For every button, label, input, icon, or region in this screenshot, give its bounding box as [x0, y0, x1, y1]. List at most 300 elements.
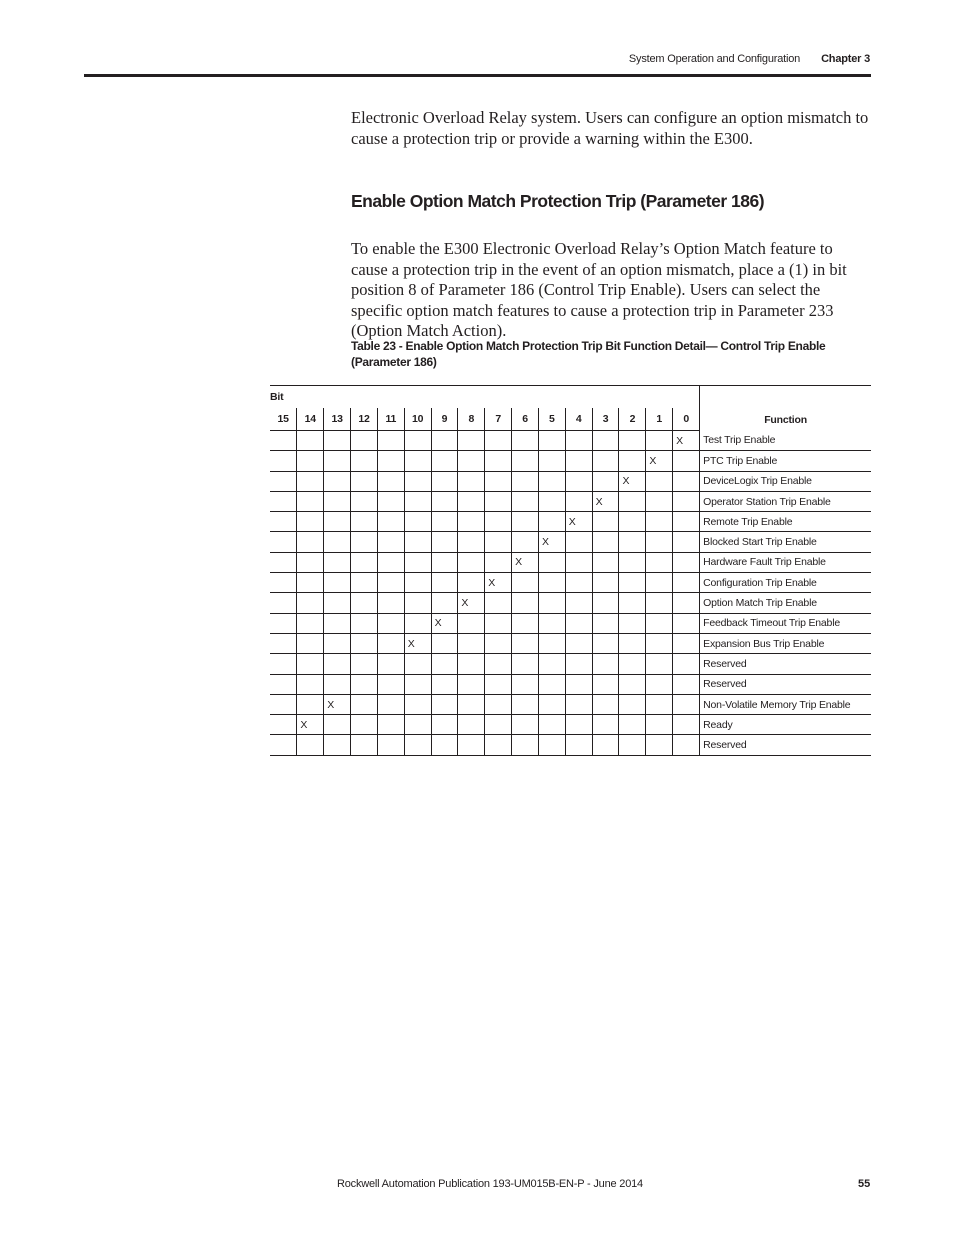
bit-cell — [619, 573, 646, 593]
table-row — [270, 633, 871, 653]
bit-cell — [619, 613, 646, 633]
bit-cell — [485, 633, 512, 653]
function-cell: Non-Volatile Memory Trip Enable — [700, 694, 871, 714]
bit-cell — [270, 613, 297, 633]
function-cell: Reserved — [700, 674, 871, 694]
bit-cell — [324, 491, 351, 511]
bit-cell — [538, 552, 565, 572]
bit-cell — [270, 633, 297, 653]
bit-cell — [538, 613, 565, 633]
bit-cell — [512, 431, 539, 451]
table-row — [270, 573, 871, 593]
function-cell: Ready — [700, 715, 871, 735]
bit-cell — [351, 715, 378, 735]
function-cell: Remote Trip Enable — [700, 512, 871, 532]
bit-cell — [270, 674, 297, 694]
bit-cell — [297, 735, 324, 755]
bit-cell — [270, 654, 297, 674]
bit-cell — [538, 431, 565, 451]
bit-cell — [565, 674, 592, 694]
bit-cell — [297, 633, 324, 653]
bit-cell — [324, 552, 351, 572]
bit-cell — [646, 471, 673, 491]
bit-cell — [431, 552, 458, 572]
bit-cell — [377, 633, 404, 653]
function-cell: PTC Trip Enable — [700, 451, 871, 471]
bit-cell — [270, 694, 297, 714]
bit-cell — [565, 431, 592, 451]
bit-cell — [458, 674, 485, 694]
bit-cell — [404, 532, 431, 552]
bit-cell — [351, 654, 378, 674]
bit-cell — [673, 654, 700, 674]
bit-cell — [485, 471, 512, 491]
bit-cell — [673, 552, 700, 572]
bit-cell — [270, 532, 297, 552]
bit-mark: X — [458, 593, 485, 613]
bit-cell — [377, 654, 404, 674]
bit-cell — [485, 532, 512, 552]
bit-cell — [351, 613, 378, 633]
bit-cell — [512, 613, 539, 633]
bit-cell — [565, 573, 592, 593]
function-cell: Reserved — [700, 654, 871, 674]
bit-cell — [324, 532, 351, 552]
bit-cell — [592, 431, 619, 451]
bit-cell — [377, 451, 404, 471]
bit-number-cell: 9 — [431, 408, 458, 431]
bit-cell — [297, 654, 324, 674]
bit-cell — [377, 715, 404, 735]
bit-cell — [485, 491, 512, 511]
bit-cell — [673, 633, 700, 653]
bit-cell — [404, 431, 431, 451]
bit-cell — [324, 654, 351, 674]
bit-cell — [485, 735, 512, 755]
bit-cell — [377, 593, 404, 613]
bit-cell — [485, 512, 512, 532]
function-cell: DeviceLogix Trip Enable — [700, 471, 871, 491]
bit-cell — [458, 512, 485, 532]
bit-cell — [431, 593, 458, 613]
bit-cell — [565, 633, 592, 653]
bit-cell — [324, 715, 351, 735]
bit-cell — [565, 694, 592, 714]
bit-cell — [431, 471, 458, 491]
function-cell: Feedback Timeout Trip Enable — [700, 613, 871, 633]
bit-cell — [377, 735, 404, 755]
bit-cell — [404, 715, 431, 735]
bit-cell — [431, 532, 458, 552]
bit-cell — [404, 552, 431, 572]
bit-cell — [646, 715, 673, 735]
bit-cell — [377, 552, 404, 572]
bit-cell — [458, 532, 485, 552]
bit-cell — [297, 471, 324, 491]
bit-cell — [270, 715, 297, 735]
bit-cell — [512, 573, 539, 593]
bit-cell — [673, 573, 700, 593]
bit-number-cell: 3 — [592, 408, 619, 431]
bit-cell — [512, 532, 539, 552]
bit-cell — [485, 613, 512, 633]
bit-cell — [485, 694, 512, 714]
bit-cell — [431, 715, 458, 735]
bit-cell — [646, 431, 673, 451]
bit-cell — [646, 613, 673, 633]
bit-cell — [565, 532, 592, 552]
bit-cell — [297, 431, 324, 451]
bit-cell — [512, 694, 539, 714]
bit-cell — [646, 491, 673, 511]
bit-cell — [270, 573, 297, 593]
bit-cell — [270, 512, 297, 532]
table-row — [270, 451, 871, 471]
bit-cell — [458, 552, 485, 572]
bit-number-cell: 4 — [565, 408, 592, 431]
bit-number-cell: 13 — [324, 408, 351, 431]
bit-cell — [646, 593, 673, 613]
bit-cell — [565, 491, 592, 511]
bit-cell — [646, 512, 673, 532]
table-row — [270, 552, 871, 572]
bit-cell — [324, 573, 351, 593]
bit-cell — [324, 674, 351, 694]
body-paragraph: To enable the E300 Electronic Overload Relay’s Option Match feature to cause a protection trip in the event of an option mismatch, place a (1) in bit position 8 of Parameter 186 (Control Trip Enable). Users can select the specific option match features to cause a protection trip in Parameter 233 (Option Match Action). — [351, 239, 847, 340]
bit-cell — [592, 593, 619, 613]
bit-mark: X — [512, 552, 539, 572]
bit-cell — [351, 573, 378, 593]
bit-cell — [324, 451, 351, 471]
bit-cell — [512, 593, 539, 613]
bit-number-cell: 8 — [458, 408, 485, 431]
bit-cell — [485, 593, 512, 613]
table-row — [270, 654, 871, 674]
bit-cell — [619, 735, 646, 755]
function-cell: Configuration Trip Enable — [700, 573, 871, 593]
bit-cell — [351, 694, 378, 714]
bit-cell — [646, 674, 673, 694]
bit-cell — [377, 694, 404, 714]
function-header: Function — [700, 386, 871, 431]
bit-number-cell: 2 — [619, 408, 646, 431]
bit-cell — [297, 613, 324, 633]
function-cell: Test Trip Enable — [700, 431, 871, 451]
bit-cell — [538, 715, 565, 735]
bit-cell — [673, 532, 700, 552]
bit-cell — [431, 674, 458, 694]
bit-number-cell: 11 — [377, 408, 404, 431]
bit-mark: X — [431, 613, 458, 633]
bit-cell — [619, 674, 646, 694]
bit-cell — [485, 451, 512, 471]
header-section: System Operation and Configuration — [628, 53, 801, 65]
bit-cell — [592, 451, 619, 471]
bit-number-cell: 14 — [297, 408, 324, 431]
bit-cell — [458, 613, 485, 633]
bit-cell — [512, 491, 539, 511]
bit-cell — [324, 593, 351, 613]
bit-cell — [646, 735, 673, 755]
bit-cell — [404, 694, 431, 714]
bit-cell — [673, 735, 700, 755]
section-heading: Enable Option Match Protection Trip (Parameter 186) — [351, 191, 765, 211]
bit-cell — [458, 694, 485, 714]
bit-cell — [619, 512, 646, 532]
bit-cell — [512, 715, 539, 735]
bit-cell — [458, 451, 485, 471]
bit-cell — [673, 451, 700, 471]
table-row — [270, 491, 871, 511]
running-header — [629, 53, 870, 65]
bit-cell — [270, 593, 297, 613]
table-row — [270, 512, 871, 532]
bit-cell — [377, 471, 404, 491]
bit-cell — [592, 512, 619, 532]
bit-cell — [458, 654, 485, 674]
bit-cell — [512, 512, 539, 532]
bit-number-cell: 10 — [404, 408, 431, 431]
bit-cell — [297, 512, 324, 532]
bit-cell — [404, 593, 431, 613]
page-number: 55 — [858, 1178, 871, 1190]
bit-number-cell: 1 — [646, 408, 673, 431]
bit-cell — [351, 674, 378, 694]
bit-cell — [351, 593, 378, 613]
bit-cell — [619, 593, 646, 613]
bit-cell — [619, 532, 646, 552]
bit-cell — [485, 552, 512, 572]
bit-cell — [404, 674, 431, 694]
bit-number-cell: 6 — [512, 408, 539, 431]
bit-cell — [297, 491, 324, 511]
bit-cell — [431, 431, 458, 451]
bit-cell — [538, 654, 565, 674]
bit-cell — [404, 613, 431, 633]
bit-cell — [592, 532, 619, 552]
bit-cell — [404, 735, 431, 755]
bit-cell — [538, 512, 565, 532]
bit-cell — [377, 613, 404, 633]
bit-cell — [351, 431, 378, 451]
bit-cell — [592, 552, 619, 572]
bit-cell — [619, 694, 646, 714]
bit-cell — [646, 654, 673, 674]
bit-cell — [270, 491, 297, 511]
bit-cell — [485, 674, 512, 694]
bit-mark: X — [619, 471, 646, 491]
bit-cell — [538, 471, 565, 491]
intro-paragraph: Electronic Overload Relay system. Users can configure an option mismatch to cause a protection trip or provide a warning within the E300. — [351, 108, 869, 148]
bit-cell — [351, 512, 378, 532]
bit-cell — [565, 613, 592, 633]
bit-cell — [404, 451, 431, 471]
bit-cell — [351, 532, 378, 552]
bit-cell — [592, 694, 619, 714]
bit-mark: X — [592, 491, 619, 511]
bit-cell — [297, 674, 324, 694]
bit-cell — [565, 471, 592, 491]
bit-cell — [592, 471, 619, 491]
bit-cell — [512, 451, 539, 471]
bit-mark: X — [297, 715, 324, 735]
bit-cell — [431, 451, 458, 471]
table-row — [270, 532, 871, 552]
bit-cell — [565, 654, 592, 674]
bit-cell — [673, 694, 700, 714]
bit-cell — [377, 573, 404, 593]
bit-cell — [404, 512, 431, 532]
bit-cell — [646, 552, 673, 572]
function-cell: Reserved — [700, 735, 871, 755]
bit-cell — [619, 654, 646, 674]
bit-cell — [458, 471, 485, 491]
bit-cell — [619, 715, 646, 735]
bit-cell — [538, 451, 565, 471]
bit-cell — [512, 633, 539, 653]
table-row — [270, 735, 871, 755]
bit-cell — [404, 573, 431, 593]
bit-cell — [592, 715, 619, 735]
bit-cell — [351, 552, 378, 572]
table-row — [270, 674, 871, 694]
bit-cell — [538, 735, 565, 755]
bit-cell — [458, 715, 485, 735]
bit-cell — [592, 735, 619, 755]
bit-cell — [485, 431, 512, 451]
bit-number-cell: 15 — [270, 408, 297, 431]
bit-cell — [673, 674, 700, 694]
bit-cell — [377, 532, 404, 552]
function-cell: Expansion Bus Trip Enable — [700, 633, 871, 653]
bit-cell — [270, 431, 297, 451]
bit-cell — [565, 552, 592, 572]
bit-cell — [270, 552, 297, 572]
bit-cell — [431, 512, 458, 532]
bit-cell — [646, 694, 673, 714]
bit-cell — [351, 633, 378, 653]
bit-cell — [431, 735, 458, 755]
bit-cell — [592, 633, 619, 653]
footer-publication: Rockwell Automation Publication 193-UM015B-EN-P - June 2014 — [337, 1178, 643, 1190]
bit-cell — [538, 633, 565, 653]
bit-cell — [673, 593, 700, 613]
bit-number-cell: 7 — [485, 408, 512, 431]
bit-number-cell: 5 — [538, 408, 565, 431]
bit-cell — [619, 451, 646, 471]
bit-cell — [673, 715, 700, 735]
bit-mark: X — [324, 694, 351, 714]
bit-mark: X — [404, 633, 431, 653]
bit-cell — [646, 633, 673, 653]
bit-cell — [297, 573, 324, 593]
function-cell: Blocked Start Trip Enable — [700, 532, 871, 552]
header-chapter: Chapter 3 — [821, 53, 870, 65]
table-body — [270, 431, 871, 756]
bit-cell — [404, 491, 431, 511]
bit-cell — [270, 735, 297, 755]
bit-mark: X — [485, 573, 512, 593]
bit-cell — [565, 593, 592, 613]
table-row — [270, 431, 871, 451]
bit-cell — [538, 573, 565, 593]
bit-cell — [458, 735, 485, 755]
bit-cell — [431, 573, 458, 593]
bit-cell — [324, 633, 351, 653]
bit-cell — [431, 654, 458, 674]
bit-cell — [592, 613, 619, 633]
bit-cell — [404, 471, 431, 491]
bit-cell — [592, 654, 619, 674]
header-rule — [84, 74, 871, 77]
bit-cell — [512, 471, 539, 491]
bit-cell — [458, 431, 485, 451]
bit-cell — [297, 694, 324, 714]
bit-cell — [431, 694, 458, 714]
bit-cell — [565, 735, 592, 755]
bit-cell — [351, 471, 378, 491]
bit-cell — [512, 654, 539, 674]
bit-cell — [458, 633, 485, 653]
bit-cell — [673, 471, 700, 491]
bit-cell — [404, 654, 431, 674]
bit-cell — [297, 451, 324, 471]
table-row — [270, 694, 871, 714]
bit-cell — [538, 593, 565, 613]
bit-cell — [458, 491, 485, 511]
bit-cell — [270, 471, 297, 491]
table-row — [270, 471, 871, 491]
bit-cell — [297, 552, 324, 572]
bit-cell — [592, 674, 619, 694]
bit-cell — [538, 491, 565, 511]
bit-cell — [619, 552, 646, 572]
bit-cell — [592, 573, 619, 593]
bit-cell — [565, 451, 592, 471]
bit-cell — [324, 471, 351, 491]
bit-cell — [673, 512, 700, 532]
bit-cell — [351, 491, 378, 511]
table-caption: Table 23 - Enable Option Match Protection Trip Bit Function Detail— Control Trip Enable (Parameter 186) — [351, 339, 826, 369]
bit-mark: X — [565, 512, 592, 532]
bit-cell — [485, 715, 512, 735]
bit-mark: X — [538, 532, 565, 552]
bit-cell — [431, 633, 458, 653]
bit-mark: X — [646, 451, 673, 471]
bit-cell — [297, 532, 324, 552]
bit-function-table — [270, 385, 871, 756]
bit-number-cell: 12 — [351, 408, 378, 431]
table-row — [270, 715, 871, 735]
bit-cell — [565, 715, 592, 735]
bit-cell — [619, 491, 646, 511]
bit-cell — [458, 573, 485, 593]
bit-cell — [351, 451, 378, 471]
bit-cell — [673, 491, 700, 511]
bit-cell — [377, 512, 404, 532]
bit-cell — [324, 431, 351, 451]
bit-cell — [270, 451, 297, 471]
function-cell: Hardware Fault Trip Enable — [700, 552, 871, 572]
bit-cell — [351, 735, 378, 755]
bit-cell — [646, 532, 673, 552]
bit-header: Bit — [270, 386, 700, 409]
bit-cell — [377, 431, 404, 451]
bit-cell — [512, 735, 539, 755]
bit-cell — [646, 573, 673, 593]
function-cell: Option Match Trip Enable — [700, 593, 871, 613]
bit-cell — [324, 512, 351, 532]
